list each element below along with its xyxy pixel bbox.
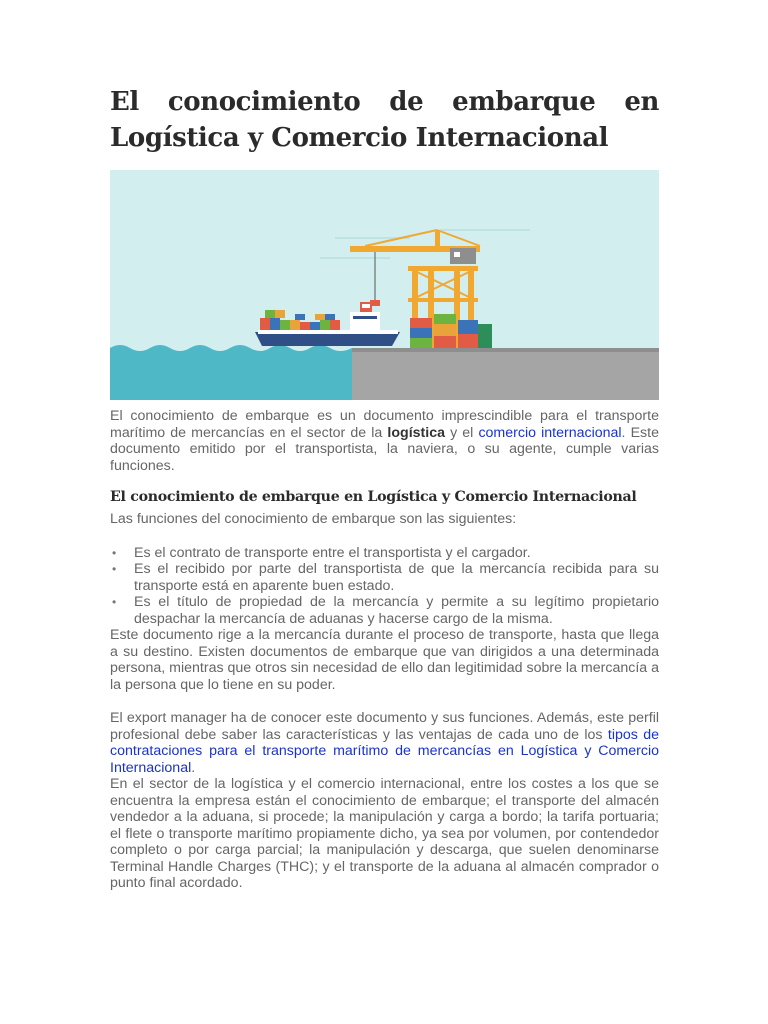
- list-item-text: Es el título de propiedad de la mercancía y permite a su legítimo propietario despachar la mercancía de aduanas y hacerse cargo de la misma.: [134, 594, 659, 627]
- list-item-text: Es el recibido por parte del transportista de que la mercancía recibida para su transporte está en aparente buen estado.: [134, 561, 659, 594]
- section-heading: El conocimiento de embarque en Logística y Comercio Internacional: [110, 489, 637, 505]
- paragraph-destino: Este documento rige a la mercancía durante el proceso de transporte, hasta que llega a su destino. Existen documentos de embarque que van dirigidos a una determinada persona, mientras que otros sin necesidad de ello dan legitimidad sobre la mercancía a la persona que lo tiene en su poder.: [110, 627, 659, 693]
- list-item: [112, 594, 659, 627]
- intro-text: y el: [444, 424, 479, 441]
- list-item-text: Es el contrato de transporte entre el transportista y el cargador.: [134, 544, 531, 561]
- paragraph-export-manager: [110, 710, 659, 776]
- comercio-internacional-link[interactable]: comercio internacional: [478, 424, 622, 441]
- functions-list: [110, 545, 659, 628]
- paragraph-text: .: [191, 759, 196, 776]
- tipos-contrataciones-link[interactable]: tipos de contrataciones para el transporte marítimo de mercancías en Logística y Comercio Internacional: [110, 726, 659, 776]
- list-item: [112, 561, 659, 594]
- intro-text: . Este documento emitido por el transportista, la naviera, o su agente, cumple varias funciones.: [110, 424, 659, 474]
- document-page: [110, 84, 659, 892]
- port-illustration-icon: [110, 170, 659, 400]
- intro-text: El conocimiento de embarque es un documento imprescindible para el transporte marítimo de mercancías en el sector de la: [110, 408, 659, 441]
- bullet-icon: •: [112, 595, 117, 609]
- list-item: [112, 544, 659, 562]
- paragraph-text: El export manager ha de conocer este documento y sus funciones. Además, este perfil profesional debe saber las características y las ventajas de cada uno de los: [110, 710, 659, 743]
- bullet-icon: •: [112, 545, 117, 560]
- paragraph-costes: En el sector de la logística y el comercio internacional, entre los costes a los que se encuentra la empresa están el conocimiento de embarque; el transporte del almacén vendedor a la aduana, si procede; la manipulación y carga a bordo; la tarifa portuaria; el flete o transporte marítimo propiamente dicho, ya sea por volumen, por contendedor completo o por carga parcial; la manipulación y descarga, que suelen denominarse Terminal Handle Charges (THC); y el transporte de la aduana al almacén comprador o punto final acordado.: [110, 776, 659, 891]
- logistica-bold: logística: [387, 424, 445, 441]
- bullet-icon: •: [112, 562, 117, 576]
- page-title: El conocimiento de embarque en Logística y Comercio Internacional: [110, 87, 659, 153]
- functions-intro: Las funciones del conocimiento de embarque son las siguientes:: [110, 511, 517, 527]
- intro-paragraph: [110, 408, 659, 474]
